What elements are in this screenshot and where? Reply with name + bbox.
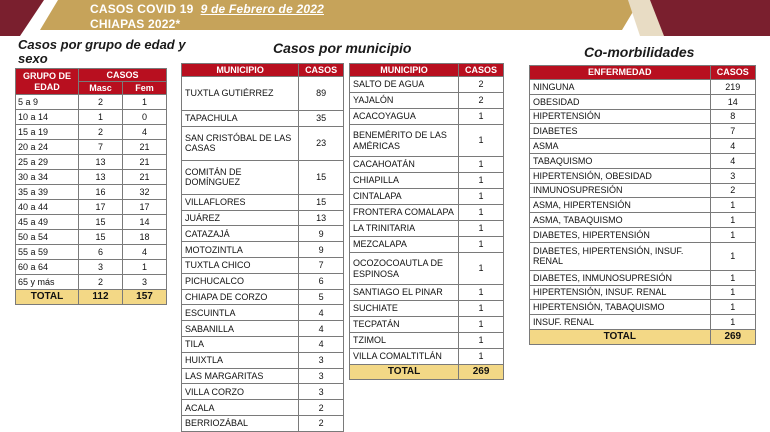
municipio-cases-cell: 23: [299, 126, 344, 160]
comorbidity-header-name: ENFERMEDAD: [530, 66, 711, 80]
municipio-name-cell: TUXTLA GUTIÉRREZ: [182, 77, 299, 111]
comorbidity-name-cell: NINGUNA: [530, 80, 711, 95]
municipio-cases-cell: 3: [299, 384, 344, 400]
age-row: [16, 245, 167, 260]
municipio-header-name-1: MUNICIPIO: [182, 64, 299, 77]
comorbidity-name-cell: ASMA, HIPERTENSIÓN: [530, 198, 711, 213]
age-fem-cell: 17: [123, 200, 167, 215]
comorbidity-cases-cell: 1: [710, 242, 755, 270]
municipio-name-cell: TZIMOL: [350, 333, 459, 349]
municipio-row: [182, 242, 344, 258]
municipio-row: [350, 125, 504, 157]
municipio-name-cell: TILA: [182, 336, 299, 352]
municipio-row: [350, 253, 504, 285]
banner-date: 9 de Febrero de 2022: [200, 2, 324, 16]
age-group-cell: 10 a 14: [16, 110, 79, 125]
age-fem-cell: 3: [123, 275, 167, 290]
comorbidity-name-cell: HIPERTENSIÓN, INSUF. RENAL: [530, 285, 711, 300]
municipio-cases-cell: 9: [299, 242, 344, 258]
banner-title: CASOS COVID 19: [90, 2, 194, 16]
municipio-name-cell: CINTALAPA: [350, 189, 459, 205]
comorbidity-cases-cell: 4: [710, 139, 755, 154]
municipio-name-cell: CHIAPILLA: [350, 173, 459, 189]
municipio-row: [182, 321, 344, 337]
comorbidity-name-cell: HIPERTENSIÓN: [530, 109, 711, 124]
age-row: [16, 170, 167, 185]
comorbidity-row: [530, 80, 756, 95]
municipio-cases-cell: 1: [459, 173, 504, 189]
comorbidity-name-cell: HIPERTENSIÓN, OBESIDAD: [530, 168, 711, 183]
municipio-cases-cell: 7: [299, 257, 344, 273]
comorbidity-total-value: 269: [710, 329, 755, 344]
comorbidity-row: [530, 315, 756, 330]
age-fem-cell: 14: [123, 215, 167, 230]
age-group-cell: 5 a 9: [16, 95, 79, 110]
municipio-name-cell: VILLA CORZO: [182, 384, 299, 400]
age-header-group: GRUPO DE EDAD: [16, 69, 79, 95]
municipio-name-cell: TAPACHULA: [182, 111, 299, 127]
municipio-cases-cell: 1: [459, 221, 504, 237]
municipio-name-cell: ACACOYAGUA: [350, 109, 459, 125]
municipio-cases-cell: 1: [459, 125, 504, 157]
municipio-name-cell: ESCUINTLA: [182, 305, 299, 321]
municipio-name-cell: VILLA COMALTITLÁN: [350, 349, 459, 365]
municipio-name-cell: LA TRINITARIA: [350, 221, 459, 237]
comorbidity-name-cell: DIABETES, HIPERTENSIÓN: [530, 227, 711, 242]
age-total-label: TOTAL: [16, 290, 79, 305]
age-masc-cell: 15: [79, 230, 123, 245]
age-fem-cell: 4: [123, 125, 167, 140]
municipio-cases-cell: 1: [459, 205, 504, 221]
municipio-row: [350, 237, 504, 253]
municipio-row: [182, 126, 344, 160]
age-masc-cell: 17: [79, 200, 123, 215]
municipio-name-cell: JUÁREZ: [182, 210, 299, 226]
comorbidity-cases-cell: 1: [710, 270, 755, 285]
comorbidity-cases-cell: 2: [710, 183, 755, 198]
age-group-cell: 35 a 39: [16, 185, 79, 200]
age-group-cell: 50 a 54: [16, 230, 79, 245]
municipio-row: [182, 111, 344, 127]
municipio-cases-cell: 13: [299, 210, 344, 226]
municipio-cases-cell: 4: [299, 336, 344, 352]
municipio-header-cases-2: CASOS: [459, 64, 504, 77]
comorbidity-row: [530, 270, 756, 285]
age-fem-cell: 18: [123, 230, 167, 245]
age-table: [15, 68, 167, 305]
age-row: [16, 215, 167, 230]
age-header-cases: CASOS: [79, 69, 167, 82]
municipio-name-cell: TECPATÁN: [350, 317, 459, 333]
comorbidity-row: [530, 94, 756, 109]
municipio-name-cell: VILLAFLORES: [182, 194, 299, 210]
comorbidity-cases-cell: 4: [710, 153, 755, 168]
comorbidity-cases-cell: 14: [710, 94, 755, 109]
municipio-cases-cell: 1: [459, 189, 504, 205]
municipio-cases-cell: 3: [299, 352, 344, 368]
municipio-cases-cell: 1: [459, 253, 504, 285]
age-group-cell: 60 a 64: [16, 260, 79, 275]
comorbidity-row: [530, 242, 756, 270]
municipio-row: [350, 349, 504, 365]
municipio-cases-cell: 15: [299, 160, 344, 194]
comorbidity-row: [530, 198, 756, 213]
comorbidity-row: [530, 109, 756, 124]
municipio-cases-cell: 1: [459, 109, 504, 125]
age-masc-cell: 16: [79, 185, 123, 200]
municipio-name-cell: LAS MARGARITAS: [182, 368, 299, 384]
comorbidity-header-cases: CASOS: [710, 66, 755, 80]
municipio-row: [350, 205, 504, 221]
municipio-header-name-2: MUNICIPIO: [350, 64, 459, 77]
age-section-title: Casos por grupo de edad y sexo: [18, 37, 186, 66]
municipio-row: [350, 221, 504, 237]
municipio-row: [182, 400, 344, 416]
comorbidity-name-cell: TABAQUISMO: [530, 153, 711, 168]
age-masc-cell: 7: [79, 140, 123, 155]
municipio-name-cell: MOTOZINTLA: [182, 242, 299, 258]
comorbidity-section-title: Co-morbilidades: [584, 44, 695, 60]
municipio-name-cell: SABANILLA: [182, 321, 299, 337]
comorbidity-name-cell: ASMA, TABAQUISMO: [530, 213, 711, 228]
age-row: [16, 275, 167, 290]
municipio-row: [182, 336, 344, 352]
municipio-row: [182, 305, 344, 321]
comorbidity-row: [530, 153, 756, 168]
municipio-row: [350, 109, 504, 125]
municipio-name-cell: CATAZAJÁ: [182, 226, 299, 242]
age-total-fem: 157: [123, 290, 167, 305]
comorbidity-cases-cell: 219: [710, 80, 755, 95]
banner-title-line: [90, 2, 324, 16]
age-header-masc: Masc: [79, 82, 123, 95]
comorbidity-name-cell: DIABETES, HIPERTENSIÓN, INSUF. RENAL: [530, 242, 711, 270]
municipio-row: [350, 301, 504, 317]
municipio-cases-cell: 1: [459, 301, 504, 317]
comorbidity-cases-cell: 8: [710, 109, 755, 124]
municipio-name-cell: BENEMÉRITO DE LAS AMÉRICAS: [350, 125, 459, 157]
comorbidity-cases-cell: 1: [710, 213, 755, 228]
municipio-name-cell: TUXTLA CHICO: [182, 257, 299, 273]
age-group-cell: 15 a 19: [16, 125, 79, 140]
comorbidity-name-cell: INMUNOSUPRESIÓN: [530, 183, 711, 198]
comorbidity-row: [530, 168, 756, 183]
municipio-section-title: Casos por municipio: [273, 40, 412, 56]
age-masc-cell: 2: [79, 95, 123, 110]
age-group-cell: 45 a 49: [16, 215, 79, 230]
municipio-row: [350, 77, 504, 93]
comorbidity-cases-cell: 3: [710, 168, 755, 183]
age-fem-cell: 0: [123, 110, 167, 125]
comorbidity-row: [530, 183, 756, 198]
age-fem-cell: 32: [123, 185, 167, 200]
municipio-row: [182, 77, 344, 111]
age-group-cell: 40 a 44: [16, 200, 79, 215]
municipio-cases-cell: 4: [299, 321, 344, 337]
municipio-cases-cell: 1: [459, 333, 504, 349]
age-row: [16, 260, 167, 275]
municipio-cases-cell: 1: [459, 349, 504, 365]
municipio-row: [182, 226, 344, 242]
comorbidity-name-cell: DIABETES: [530, 124, 711, 139]
municipio-row: [182, 210, 344, 226]
municipio-cases-cell: 1: [459, 157, 504, 173]
municipio-row: [182, 194, 344, 210]
comorbidity-row: [530, 124, 756, 139]
municipio-name-cell: SANTIAGO EL PINAR: [350, 285, 459, 301]
comorbidity-cases-cell: 1: [710, 227, 755, 242]
comorbidity-cases-cell: 1: [710, 198, 755, 213]
municipio-name-cell: SUCHIATE: [350, 301, 459, 317]
municipio-row: [350, 285, 504, 301]
municipio-row: [182, 160, 344, 194]
municipio-row: [350, 189, 504, 205]
municipio-name-cell: CHIAPA DE CORZO: [182, 289, 299, 305]
municipio-name-cell: YAJALÓN: [350, 93, 459, 109]
municipio-total-row: [350, 365, 504, 380]
municipio-total-label: TOTAL: [350, 365, 459, 380]
age-row: [16, 125, 167, 140]
municipio-cases-cell: 2: [459, 93, 504, 109]
comorbidity-table: [529, 65, 756, 345]
age-masc-cell: 2: [79, 125, 123, 140]
age-fem-cell: 21: [123, 140, 167, 155]
comorbidity-total-row: [530, 329, 756, 344]
municipio-row: [182, 289, 344, 305]
municipio-row: [350, 157, 504, 173]
municipio-cases-cell: 3: [299, 368, 344, 384]
banner-left-wedge: [0, 0, 44, 36]
municipio-name-cell: HUIXTLA: [182, 352, 299, 368]
municipio-name-cell: MEZCALAPA: [350, 237, 459, 253]
municipio-name-cell: CACAHOATÁN: [350, 157, 459, 173]
comorbidity-row: [530, 285, 756, 300]
municipio-cases-cell: 35: [299, 111, 344, 127]
municipio-row: [182, 415, 344, 431]
municipio-name-cell: OCOZOCOAUTLA DE ESPINOSA: [350, 253, 459, 285]
age-row: [16, 140, 167, 155]
municipio-row: [182, 368, 344, 384]
age-row: [16, 185, 167, 200]
header-banner: [0, 0, 770, 36]
municipio-row: [182, 273, 344, 289]
municipio-cases-cell: 2: [459, 77, 504, 93]
age-header-fem: Fem: [123, 82, 167, 95]
age-masc-cell: 15: [79, 215, 123, 230]
municipio-name-cell: PICHUCALCO: [182, 273, 299, 289]
age-masc-cell: 6: [79, 245, 123, 260]
municipio-cases-cell: 15: [299, 194, 344, 210]
comorbidity-name-cell: DIABETES, INMUNOSUPRESIÓN: [530, 270, 711, 285]
municipio-cases-cell: 5: [299, 289, 344, 305]
municipio-cases-cell: 2: [299, 415, 344, 431]
age-group-cell: 55 a 59: [16, 245, 79, 260]
age-fem-cell: 21: [123, 155, 167, 170]
age-row: [16, 95, 167, 110]
municipio-table-2: [349, 63, 504, 380]
comorbidity-name-cell: ASMA: [530, 139, 711, 154]
comorbidity-cases-cell: 1: [710, 315, 755, 330]
age-masc-cell: 13: [79, 155, 123, 170]
municipio-row: [350, 333, 504, 349]
age-group-cell: 20 a 24: [16, 140, 79, 155]
age-group-cell: 25 a 29: [16, 155, 79, 170]
municipio-name-cell: ACALA: [182, 400, 299, 416]
municipio-row: [182, 352, 344, 368]
comorbidity-cases-cell: 7: [710, 124, 755, 139]
municipio-name-cell: SAN CRISTÓBAL DE LAS CASAS: [182, 126, 299, 160]
age-row: [16, 200, 167, 215]
age-row: [16, 230, 167, 245]
comorbidity-row: [530, 213, 756, 228]
municipio-cases-cell: 89: [299, 77, 344, 111]
municipio-cases-cell: 1: [459, 237, 504, 253]
comorbidity-row: [530, 300, 756, 315]
age-row: [16, 155, 167, 170]
municipio-cases-cell: 4: [299, 305, 344, 321]
comorbidity-row: [530, 227, 756, 242]
age-masc-cell: 1: [79, 110, 123, 125]
comorbidity-cases-cell: 1: [710, 300, 755, 315]
age-fem-cell: 1: [123, 260, 167, 275]
comorbidity-name-cell: INSUF. RENAL: [530, 315, 711, 330]
municipio-table-1: [181, 63, 344, 432]
age-masc-cell: 3: [79, 260, 123, 275]
age-fem-cell: 21: [123, 170, 167, 185]
municipio-cases-cell: 2: [299, 400, 344, 416]
municipio-name-cell: FRONTERA COMALAPA: [350, 205, 459, 221]
municipio-name-cell: SALTO DE AGUA: [350, 77, 459, 93]
age-total-row: [16, 290, 167, 305]
municipio-name-cell: COMITÁN DE DOMÍNGUEZ: [182, 160, 299, 194]
comorbidity-name-cell: HIPERTENSIÓN, TABAQUISMO: [530, 300, 711, 315]
municipio-cases-cell: 1: [459, 285, 504, 301]
municipio-row: [350, 93, 504, 109]
comorbidity-cases-cell: 1: [710, 285, 755, 300]
municipio-cases-cell: 9: [299, 226, 344, 242]
municipio-cases-cell: 6: [299, 273, 344, 289]
municipio-header-cases-1: CASOS: [299, 64, 344, 77]
comorbidity-total-label: TOTAL: [530, 329, 711, 344]
banner-subtitle: CHIAPAS 2022*: [90, 17, 181, 31]
municipio-row: [182, 257, 344, 273]
municipio-row: [182, 384, 344, 400]
age-fem-cell: 4: [123, 245, 167, 260]
age-row: [16, 110, 167, 125]
comorbidity-name-cell: OBESIDAD: [530, 94, 711, 109]
municipio-row: [350, 317, 504, 333]
municipio-total-value: 269: [459, 365, 504, 380]
age-masc-cell: 2: [79, 275, 123, 290]
age-fem-cell: 1: [123, 95, 167, 110]
comorbidity-row: [530, 139, 756, 154]
age-group-cell: 65 y más: [16, 275, 79, 290]
age-group-cell: 30 a 34: [16, 170, 79, 185]
municipio-cases-cell: 1: [459, 317, 504, 333]
municipio-row: [350, 173, 504, 189]
age-total-masc: 112: [79, 290, 123, 305]
age-masc-cell: 13: [79, 170, 123, 185]
municipio-name-cell: BERRIOZÁBAL: [182, 415, 299, 431]
